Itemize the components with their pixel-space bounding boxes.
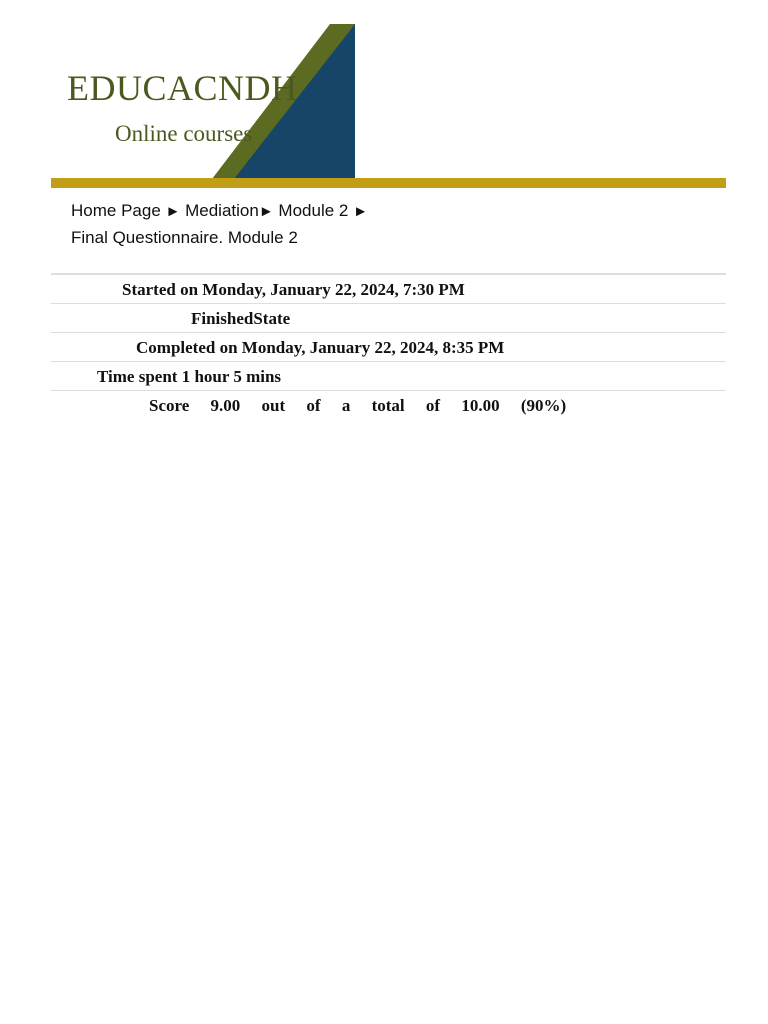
score-word: a [341, 396, 351, 415]
started-text: Started on Monday, January 22, 2024, 7:30 PM [122, 280, 465, 299]
time-spent-text: Time spent 1 hour 5 mins [97, 367, 282, 386]
state-text: FinishedState [191, 309, 291, 328]
breadcrumb [71, 198, 471, 251]
score-word: 9.00 [210, 396, 241, 415]
completed-text: Completed on Monday, January 22, 2024, 8:35 PM [136, 338, 505, 357]
score-word: 10.00 [461, 396, 500, 415]
summary-row-score [51, 391, 726, 419]
breadcrumb-link-mediation[interactable]: Mediation [185, 201, 259, 220]
score-word: total [371, 396, 405, 415]
breadcrumb-link-home[interactable]: Home Page [71, 201, 161, 220]
score-text [149, 396, 566, 416]
score-word: of [306, 396, 321, 415]
summary-row-state [51, 304, 726, 333]
summary-row-time-spent [51, 362, 726, 391]
summary-row-started [51, 275, 726, 304]
breadcrumb-separator-icon: ► [258, 203, 274, 220]
breadcrumb-separator-icon: ► [165, 203, 181, 220]
score-word: out [261, 396, 286, 415]
gold-divider-bar [51, 178, 726, 188]
score-word: (90%) [520, 396, 567, 415]
breadcrumb-link-module-2[interactable]: Module 2 [278, 201, 349, 220]
header-banner [51, 24, 726, 188]
breadcrumb-current: Final Questionnaire. Module 2 [71, 228, 298, 247]
attempt-summary-table [51, 273, 726, 419]
summary-row-completed [51, 333, 726, 362]
score-word: Score [149, 396, 190, 415]
logo-subtitle: Online courses [115, 121, 253, 146]
breadcrumb-separator-icon: ► [353, 203, 368, 220]
logo-title: EDUCACNDH [67, 68, 298, 108]
score-word: of [425, 396, 441, 415]
